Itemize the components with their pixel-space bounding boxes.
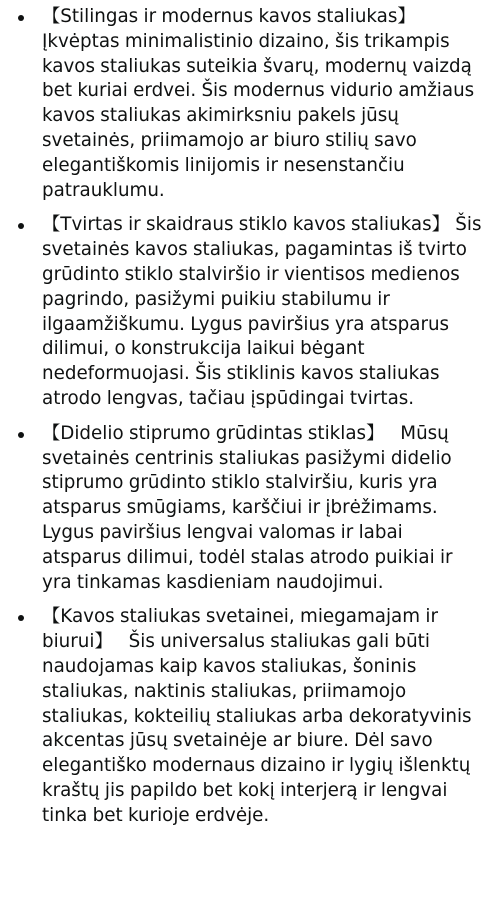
feature-heading: 【Kavos staliukas svetainei, miegamajam ir biurui】	[42, 606, 438, 653]
feature-text: Mūsų svetainės centrinis staliukas pasižymi didelio stiprumo grūdinto stiklo stalviršiu, kuris yra atsparus smūgiams, karščiui ir įbrėžimams. Lygus paviršius lengvai valomas ir labai atsparus dilimui, todėl stalas atrodo puikiai ir yra tinkamas kasdieniam naudojimui.	[42, 422, 453, 593]
feature-heading: 【Didelio stiprumo grūdintas stiklas】	[42, 422, 385, 444]
feature-bullet	[18, 605, 485, 828]
bullet-dot-icon	[18, 223, 24, 229]
bullet-dot-icon	[18, 615, 24, 621]
feature-heading: 【Stilingas ir modernus kavos staliukas】	[42, 6, 416, 27]
feature-heading: 【Tvirtas ir skaidraus stiklo kavos staliukas】	[42, 214, 450, 236]
feature-text: Šis svetainės kavos staliukas, pagamintas iš tvirto grūdinto stiklo stalviršio ir vientisos medienos pagrindo, pasižymi puikiu stabilumu ir ilgaamžiškumu. Lygus paviršius yra atsparus dilimui, o konstrukcija laikui bėgant nedeformuojasi. Šis stiklinis kavos staliukas atrodo lengvas, tačiau įspūdingai tvirtas.	[42, 214, 482, 409]
bullet-dot-icon	[18, 15, 24, 21]
feature-bullet	[18, 213, 485, 411]
feature-bullet	[18, 422, 485, 596]
bullet-dot-icon	[18, 432, 24, 438]
feature-bullet-list	[18, 5, 485, 829]
feature-bullet	[18, 5, 485, 203]
feature-text: Įkvėptas minimalistinio dizaino, šis trikampis kavos staliukas suteikia švarų, modernų vaizdą bet kuriai erdvei. Šis modernus vidurio amžiaus kavos staliukas akimirksniu pakels jūsų svetainės, priimamojo ar biuro stilių savo elegantiškomis linijomis ir nesenstančiu patrauklumu.	[42, 30, 475, 201]
feature-text: Šis universalus staliukas gali būti naudojamas kaip kavos staliukas, šoninis staliukas, naktinis staliukas, priimamojo staliukas, kokteilių staliukas arba dekoratyvinis akcentas jūsų svetainėje ar biure. Dėl savo elegantiško modernaus dizaino ir lygių išlenktų kraštų jis papildo bet kokį interjerą ir lengvai tinka bet kurioje erdvėje.	[42, 631, 472, 826]
